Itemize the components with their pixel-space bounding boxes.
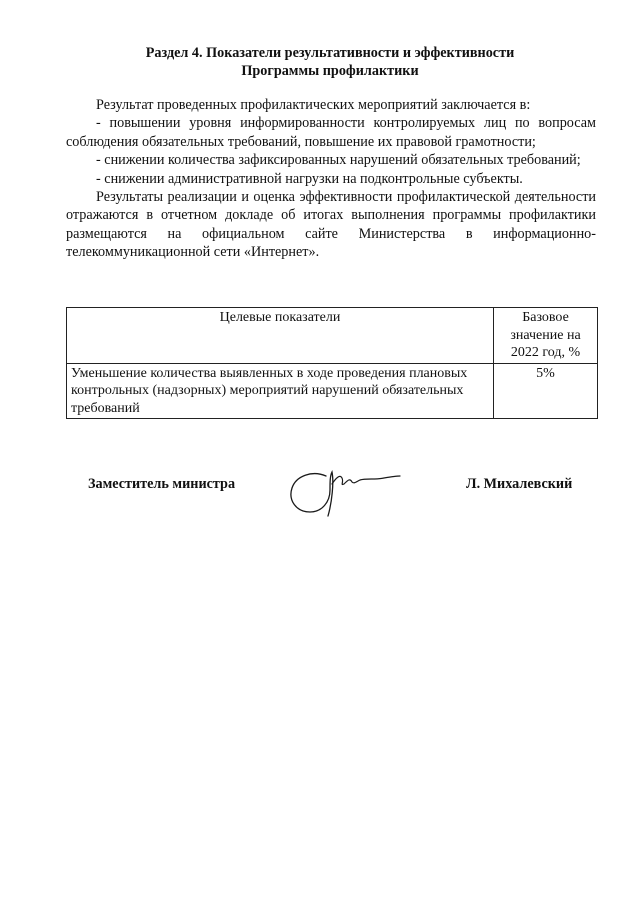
section-heading-line-2: Программы профилактики [241,63,419,79]
table-row [67,363,598,419]
paragraph-item-violations: - снижении количества зафиксированных нарушений обязательных требований; [96,152,581,169]
paragraph-intro: Результат проведенных профилактических мероприятий заключается в: [96,97,531,113]
table-header-row [67,308,598,364]
table-cell-indicator: Уменьшение количества выявленных в ходе проведения плановых контрольных (надзорных) мероприятий нарушений обязательных требований [67,363,494,419]
body-text [66,96,596,262]
table-header-base-value: Базовое значение на 2022 год, % [494,308,598,364]
section-heading [60,44,600,80]
signatory-title: Заместитель министра [88,476,236,492]
indicators-table [66,307,598,419]
table-header-indicators: Целевые показатели [67,308,494,364]
paragraph-results: Результаты реализации и оценка эффективности профилактической деятельности отражаются в отчетном докладе об итогах выполнения программы профилактики размещаются на официальном сайте Министерства в информационно-телекоммуникационной сети «Интернет». [66,189,596,261]
table-cell-base-value: 5% [494,363,598,419]
handwritten-signature [286,462,404,520]
section-heading-line-1: Раздел 4. Показатели результативности и эффективности [145,45,515,61]
signatory-name: Л. Михалевский [466,476,573,492]
paragraph-item-informing: - повышении уровня информированности контролируемых лиц по вопросам соблюдения обязательных требований, повышение их правовой грамотности; [66,115,596,150]
paragraph-item-burden: - снижении административной нагрузки на подконтрольные субъекты. [96,170,523,187]
